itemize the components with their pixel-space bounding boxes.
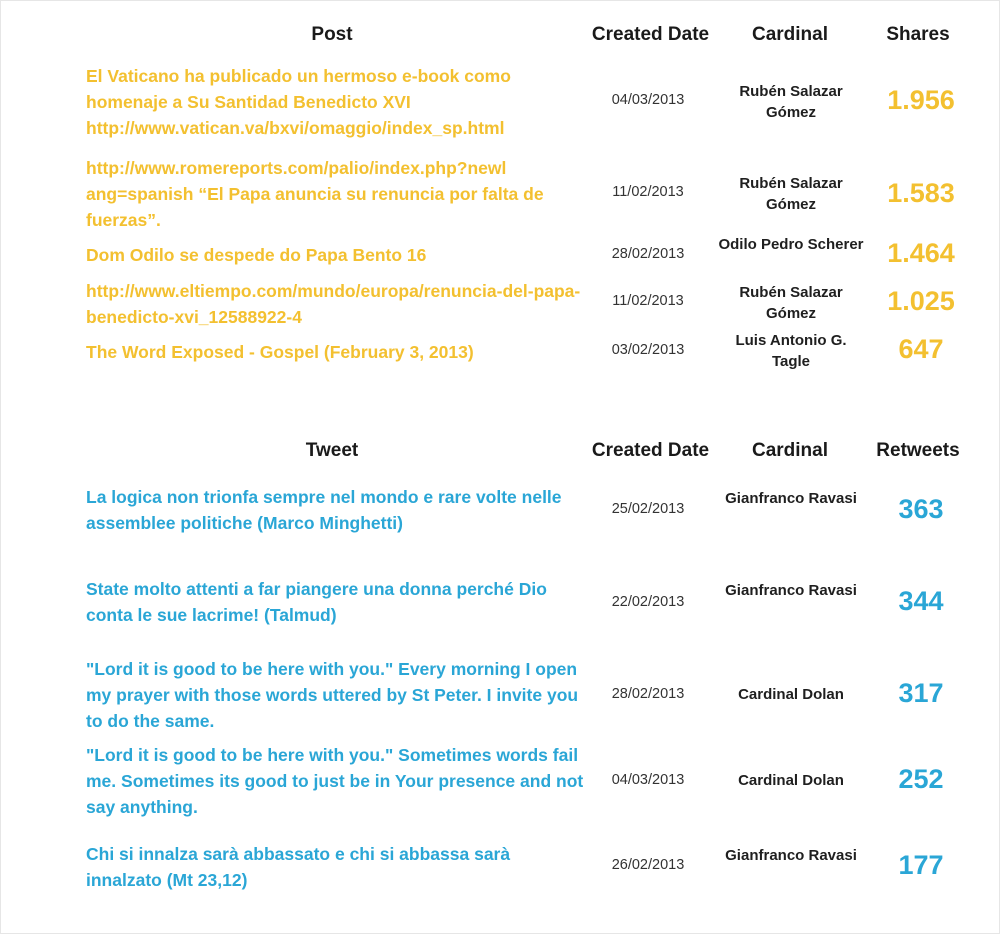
tweet-date: 04/03/2013 bbox=[611, 772, 685, 788]
tweet-text: La logica non trionfa sempre nel mondo e rare volte nelle assemblee politiche (Marco Minghetti) bbox=[86, 487, 562, 533]
tweet-retweets: 363 bbox=[898, 494, 944, 524]
tweet-text: "Lord it is good to be here with you." Every morning I open my prayer with those words uttered by St Peter. I invite you to do the same. bbox=[86, 659, 579, 731]
post-shares: 647 bbox=[898, 334, 944, 364]
header-tweet: Tweet bbox=[305, 440, 359, 461]
tweet-date: 28/02/2013 bbox=[611, 686, 685, 702]
post-date: 04/03/2013 bbox=[611, 92, 685, 108]
header-retweets: Retweets bbox=[876, 440, 960, 461]
post-text: http://www.romereports.com/palio/index.php?newl ang=spanish “El Papa anuncia su renuncia por falta de fuerzas”. bbox=[86, 158, 544, 230]
tweet-retweets: 177 bbox=[898, 850, 944, 880]
tweet-text: "Lord it is good to be here with you." Sometimes words fail me. Sometimes its good to just be in Your presence and not say anything. bbox=[86, 745, 584, 817]
header-post: Post bbox=[311, 24, 353, 45]
tweet-text: State molto attenti a far piangere una donna perché Dio conta le sue lacrime! (Talmud) bbox=[86, 579, 547, 625]
tweet-cardinal: Gianfranco Ravasi bbox=[725, 847, 857, 864]
tweet-retweets: 317 bbox=[898, 678, 944, 708]
post-date: 03/02/2013 bbox=[611, 342, 685, 358]
post-text: http://www.eltiempo.com/mundo/europa/renuncia-del-papa-benedicto-xvi_12588922-4 bbox=[86, 281, 581, 327]
header-cardinal: Cardinal bbox=[751, 440, 829, 461]
post-cardinal: Rubén Salazar Gómez bbox=[739, 175, 843, 213]
post-shares: 1.464 bbox=[887, 238, 955, 268]
post-shares: 1.956 bbox=[887, 85, 955, 115]
post-cardinal: Luis Antonio G. Tagle bbox=[735, 332, 847, 370]
post-cardinal: Rubén Salazar Gómez bbox=[739, 284, 843, 322]
tweet-retweets: 252 bbox=[898, 764, 944, 794]
tweet-date: 22/02/2013 bbox=[611, 594, 685, 610]
post-shares: 1.025 bbox=[887, 286, 955, 316]
header-cardinal: Cardinal bbox=[751, 24, 829, 45]
post-shares: 1.583 bbox=[887, 178, 955, 208]
post-date: 11/02/2013 bbox=[612, 184, 684, 200]
tweet-cardinal: Cardinal Dolan bbox=[738, 772, 844, 789]
tweet-text: Chi si innalza sarà abbassato e chi si abbassa sarà innalzato (Mt 23,12) bbox=[86, 844, 511, 890]
tweet-cardinal: Cardinal Dolan bbox=[738, 686, 844, 703]
tweet-retweets: 344 bbox=[898, 586, 944, 616]
tweet-cardinal: Gianfranco Ravasi bbox=[725, 582, 857, 599]
tweet-cardinal: Gianfranco Ravasi bbox=[725, 490, 857, 507]
post-text: El Vaticano ha publicado un hermoso e-book como homenaje a Su Santidad Benedicto XVI http://www.vatican.va/bxvi/omaggio/index_sp.html bbox=[86, 66, 511, 138]
post-text: The Word Exposed - Gospel (February 3, 2013) bbox=[86, 342, 474, 362]
post-text: Dom Odilo se despede do Papa Bento 16 bbox=[86, 245, 427, 265]
tweet-date: 26/02/2013 bbox=[611, 857, 685, 873]
post-cardinal: Rubén Salazar Gómez bbox=[739, 83, 843, 121]
post-cardinal: Odilo Pedro Scherer bbox=[718, 236, 864, 253]
header-shares: Shares bbox=[886, 24, 950, 45]
post-date: 11/02/2013 bbox=[612, 293, 684, 309]
header-created-date: Created Date bbox=[591, 440, 710, 461]
header-created-date: Created Date bbox=[591, 24, 710, 45]
post-date: 28/02/2013 bbox=[611, 246, 685, 262]
tweet-date: 25/02/2013 bbox=[611, 501, 685, 517]
